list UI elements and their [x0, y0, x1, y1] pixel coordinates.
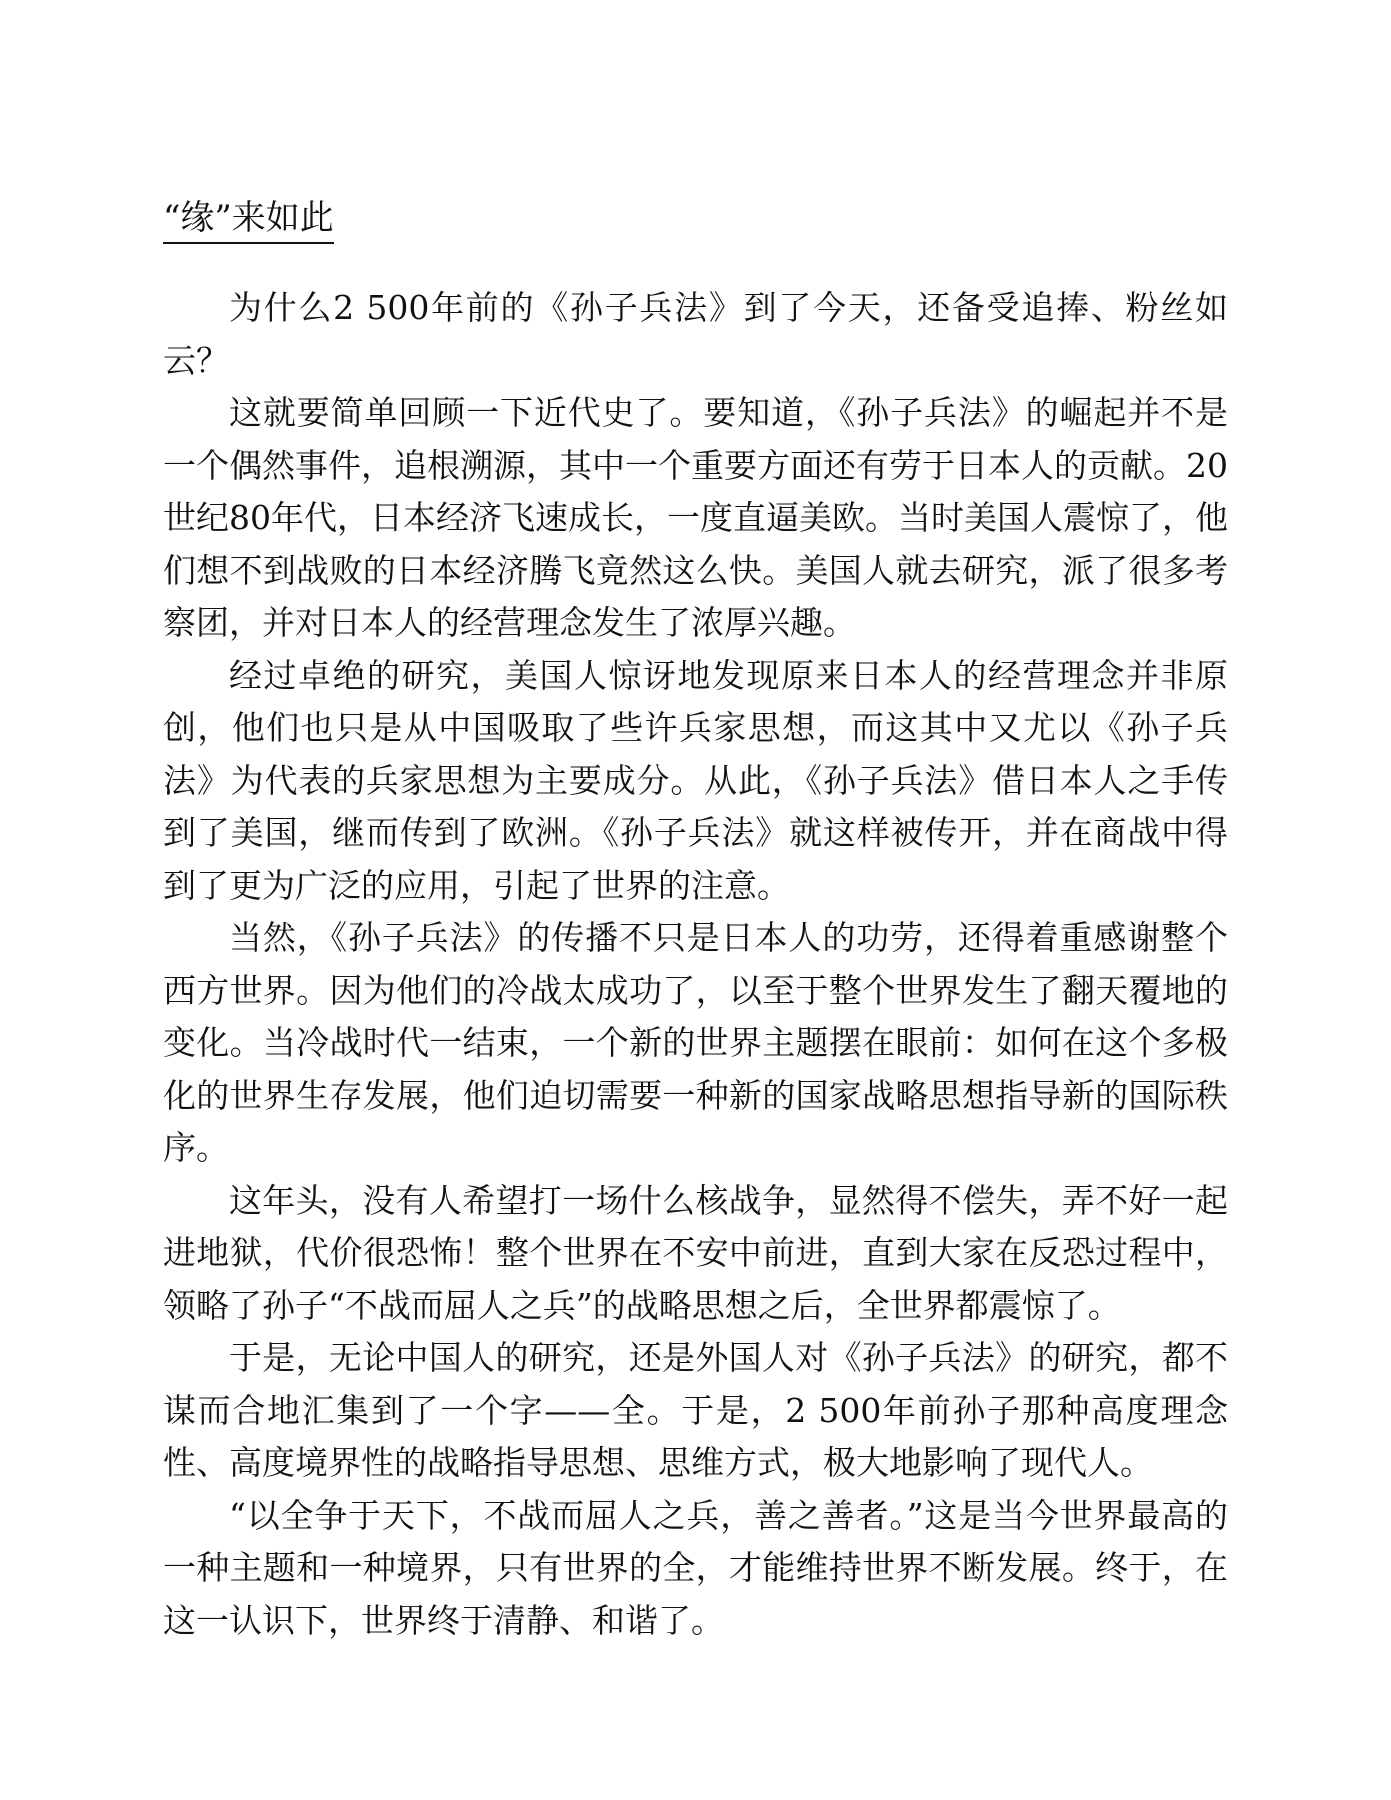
paragraph-2: 这就要简单回顾一下近代史了。要知道，《孙子兵法》的崛起并不是一个偶然事件，追根溯源，其中一个重要方面还有劳于日本人的贡献。20世纪80年代，日本经济飞速成长，一度直逼美欧。当时美国人震惊了，他们想不到战败的日本经济腾飞竟然这么快。美国人就去研究，派了很多考察团，并对日本人的经营理念发生了浓厚兴趣。 — [163, 393, 1228, 642]
document-page — [163, 196, 1228, 1647]
section-title: “缘”来如此 — [163, 196, 334, 244]
paragraph-5: 这年头，没有人希望打一场什么核战争，显然得不偿失，弄不好一起进地狱，代价很恐怖！整个世界在不安中前进，直到大家在反恐过程中，领略了孙子“不战而屈人之兵”的战略思想之后，全世界都震惊了。 — [163, 1180, 1228, 1325]
paragraph-4: 当然，《孙子兵法》的传播不只是日本人的功劳，还得着重感谢整个西方世界。因为他们的冷战太成功了，以至于整个世界发生了翻天覆地的变化。当冷战时代一结束，一个新的世界主题摆在眼前：如何在这个多极化的世界生存发展，他们迫切需要一种新的国家战略思想指导新的国际秩序。 — [163, 918, 1228, 1167]
paragraph-3: 经过卓绝的研究，美国人惊讶地发现原来日本人的经营理念并非原创，他们也只是从中国吸取了些许兵家思想，而这其中又尤以《孙子兵法》为代表的兵家思想为主要成分。从此，《孙子兵法》借日本人之手传到了美国，继而传到了欧洲。《孙子兵法》就这样被传开，并在商战中得到了更为广泛的应用，引起了世界的注意。 — [163, 655, 1228, 905]
paragraph-7: “以全争于天下，不战而屈人之兵，善之善者。”这是当今世界最高的一种主题和一种境界，只有世界的全，才能维持世界不断发展。终于，在这一认识下，世界终于清静、和谐了。 — [163, 1495, 1228, 1640]
paragraph-1: 为什么2 500年前的《孙子兵法》到了今天，还备受追捧、粉丝如云？ — [163, 288, 1228, 380]
paragraph-6: 于是，无论中国人的研究，还是外国人对《孙子兵法》的研究，都不谋而合地汇集到了一个字——全。于是，2 500年前孙子那种高度理念性、高度境界性的战略指导思想、思维方式，极大地影响了现代人。 — [163, 1338, 1228, 1482]
